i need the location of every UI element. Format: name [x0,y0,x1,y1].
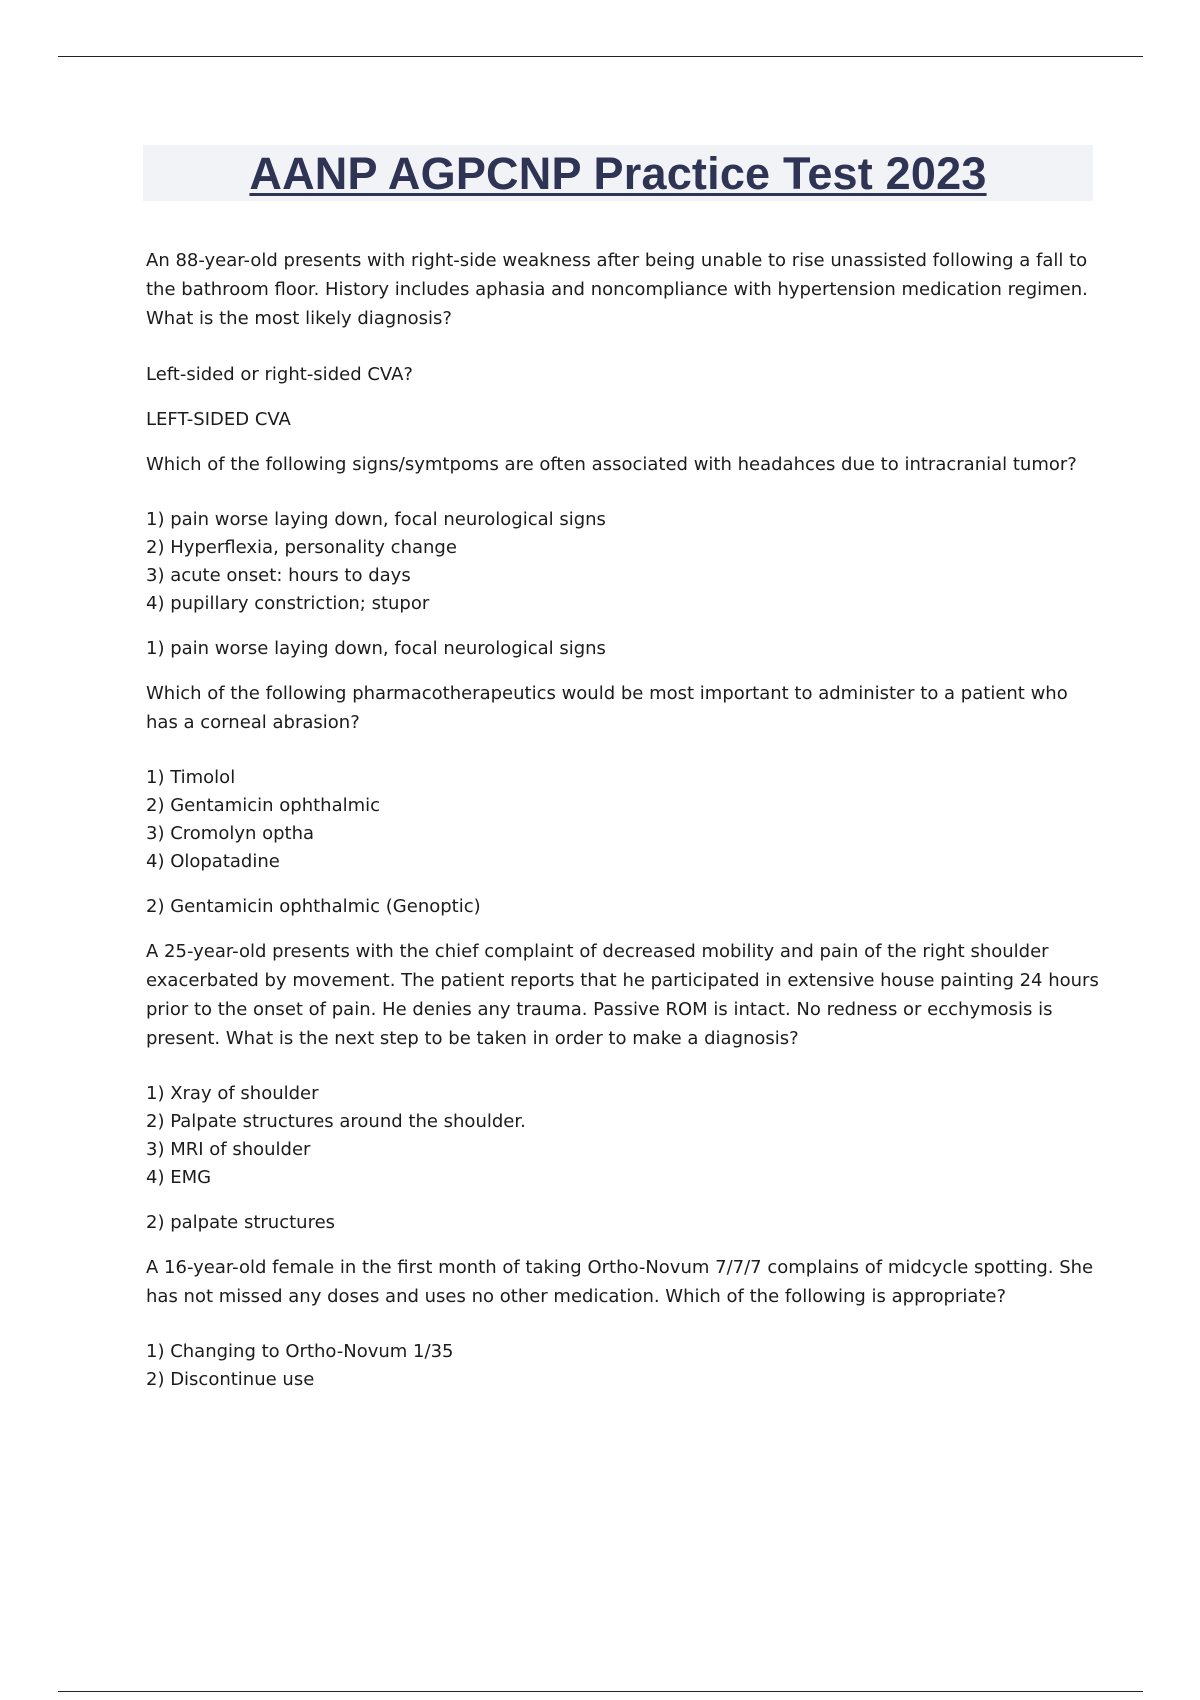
option-item: 1) Timolol [146,767,236,788]
option-item: 4) EMG [146,1167,212,1188]
option-item: 2) Gentamicin ophthalmic [146,795,381,816]
option-item: 3) acute onset: hours to days [146,565,411,586]
question-4-options [146,1080,1101,1192]
option-item: 2) Palpate structures around the shoulder. [146,1111,526,1132]
question-2-options [146,506,1101,618]
option-item: 3) MRI of shoulder [146,1139,311,1160]
question-2-answer: 1) pain worse laying down, focal neurological signs [146,638,606,659]
option-item: 2) Discontinue use [146,1369,315,1390]
question-1-text: An 88-year-old presents with right-side weakness after being unable to rise unassisted following a fall to the bathroom floor. History includes aphasia and noncompliance with hypertension medication regimen. What is the most likely diagnosis? [146,250,1088,329]
header-rule [58,56,1143,57]
document-body [146,246,1101,1394]
option-item: 2) Hyperflexia, personality change [146,537,457,558]
question-2-text: Which of the following signs/symtpoms are often associated with headahces due to intracranial tumor? [146,454,1077,475]
document-title: AANP AGPCNP Practice Test 2023 [249,148,987,199]
question-1-answer: LEFT-SIDED CVA [146,409,291,430]
option-item: 3) Cromolyn optha [146,823,315,844]
question-5-options [146,1338,1101,1394]
question-1-subprompt: Left-sided or right-sided CVA? [146,364,413,385]
option-item: 4) pupillary constriction; stupor [146,593,430,614]
question-5-text: A 16-year-old female in the first month of taking Ortho-Novum 7/7/7 complains of midcycle spotting. She has not missed any doses and uses no other medication. Which of the following is appropriate? [146,1257,1094,1307]
question-4-answer: 2) palpate structures [146,1212,336,1233]
option-item: 1) Changing to Ortho-Novum 1/35 [146,1341,454,1362]
question-3-options [146,764,1101,876]
option-item: 1) pain worse laying down, focal neurological signs [146,509,606,530]
question-3-text: Which of the following pharmacotherapeutics would be most important to administer to a patient who has a corneal abrasion? [146,683,1068,733]
question-3-answer: 2) Gentamicin ophthalmic (Genoptic) [146,896,481,917]
question-4-text: A 25-year-old presents with the chief complaint of decreased mobility and pain of the right shoulder exacerbated by movement. The patient reports that he participated in extensive house painting 24 hours prior to the onset of pain. He denies any trauma. Passive ROM is intact. No redness or ecchymosis is present. What is the next step to be taken in order to make a diagnosis? [146,941,1099,1049]
option-item: 4) Olopatadine [146,851,280,872]
option-item: 1) Xray of shoulder [146,1083,319,1104]
footer-rule [58,1691,1143,1692]
